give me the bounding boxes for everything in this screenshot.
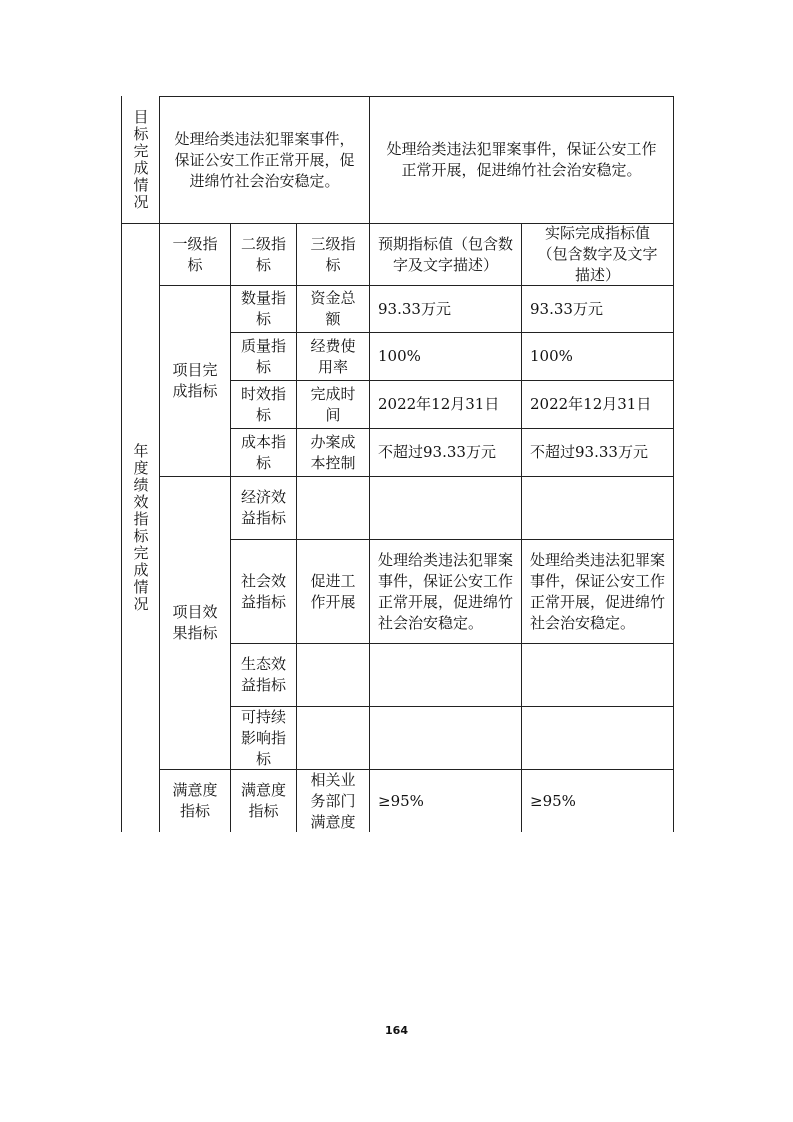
col-header-actual: 实际完成指标值（包含数字及文字描述） xyxy=(537,224,658,284)
row-level3 xyxy=(297,644,369,706)
row-actual: 93.33万元 xyxy=(530,299,603,318)
row-expected xyxy=(370,707,521,769)
row-level2: 质量指标 xyxy=(240,336,286,376)
target-expected: 处理给类违法犯罪案事件，保证公安工作正常开展，促进绵竹社会治安稳定。 xyxy=(174,129,355,190)
row-level3: 经费使用率 xyxy=(310,336,356,376)
table-rule xyxy=(673,96,674,832)
row-expected: 处理给类违法犯罪案事件，保证公安工作正常开展，促进绵竹社会治安稳定。 xyxy=(378,550,514,632)
row-level2: 成本指标 xyxy=(240,432,286,472)
row-level3: 办案成本控制 xyxy=(310,432,356,472)
group-satisfaction: 满意度指标 xyxy=(172,781,218,820)
row-level2: 经济效益指标 xyxy=(240,488,286,527)
row-level2: 可持续影响指标 xyxy=(240,707,286,768)
row-actual xyxy=(522,477,673,539)
perf-section-header: 年度绩效指标完成情况 xyxy=(131,443,150,613)
row-actual: 100% xyxy=(530,347,573,365)
row-level3: 资金总额 xyxy=(310,289,356,328)
row-level3 xyxy=(297,477,369,539)
row-expected: 93.33万元 xyxy=(378,299,451,318)
row-level2: 数量指标 xyxy=(240,289,286,328)
col-header-level3: 三级指标 xyxy=(310,234,356,274)
row-level2: 生态效益指标 xyxy=(240,655,286,694)
target-actual: 处理给类违法犯罪案事件，保证公安工作正常开展，促进绵竹社会治安稳定。 xyxy=(386,140,657,179)
row-actual: 处理给类违法犯罪案事件，保证公安工作正常开展，促进绵竹社会治安稳定。 xyxy=(530,550,666,632)
row-actual xyxy=(522,644,673,706)
row-expected: 不超过93.33万元 xyxy=(378,443,496,461)
row-actual: 2022年12月31日 xyxy=(530,395,652,413)
row-expected: ≥95% xyxy=(378,791,424,810)
col-header-expected: 预期指标值（包含数字及文字描述） xyxy=(378,234,514,274)
col-header-level2: 二级指标 xyxy=(240,234,286,274)
row-actual xyxy=(522,707,673,769)
row-level3 xyxy=(297,707,369,769)
row-actual: 不超过93.33万元 xyxy=(530,443,648,461)
row-level2: 满意度指标 xyxy=(240,781,286,820)
row-level2: 时效指标 xyxy=(240,384,286,424)
row-level3: 促进工作开展 xyxy=(310,571,356,611)
row-level3: 相关业务部门满意度 xyxy=(310,770,356,831)
col-header-level1: 一级指标 xyxy=(172,234,218,274)
row-level2: 社会效益指标 xyxy=(240,571,286,611)
row-expected xyxy=(370,644,521,706)
group-effect: 项目效果指标 xyxy=(172,603,218,642)
row-actual: ≥95% xyxy=(530,791,576,810)
row-expected xyxy=(370,477,521,539)
row-expected: 100% xyxy=(378,347,421,365)
target-section-header: 目标完成情况 xyxy=(131,109,150,211)
group-completion: 项目完成指标 xyxy=(172,361,218,400)
row-expected: 2022年12月31日 xyxy=(378,395,500,413)
page-number: 164 xyxy=(385,1024,408,1037)
row-level3: 完成时间 xyxy=(310,384,356,424)
